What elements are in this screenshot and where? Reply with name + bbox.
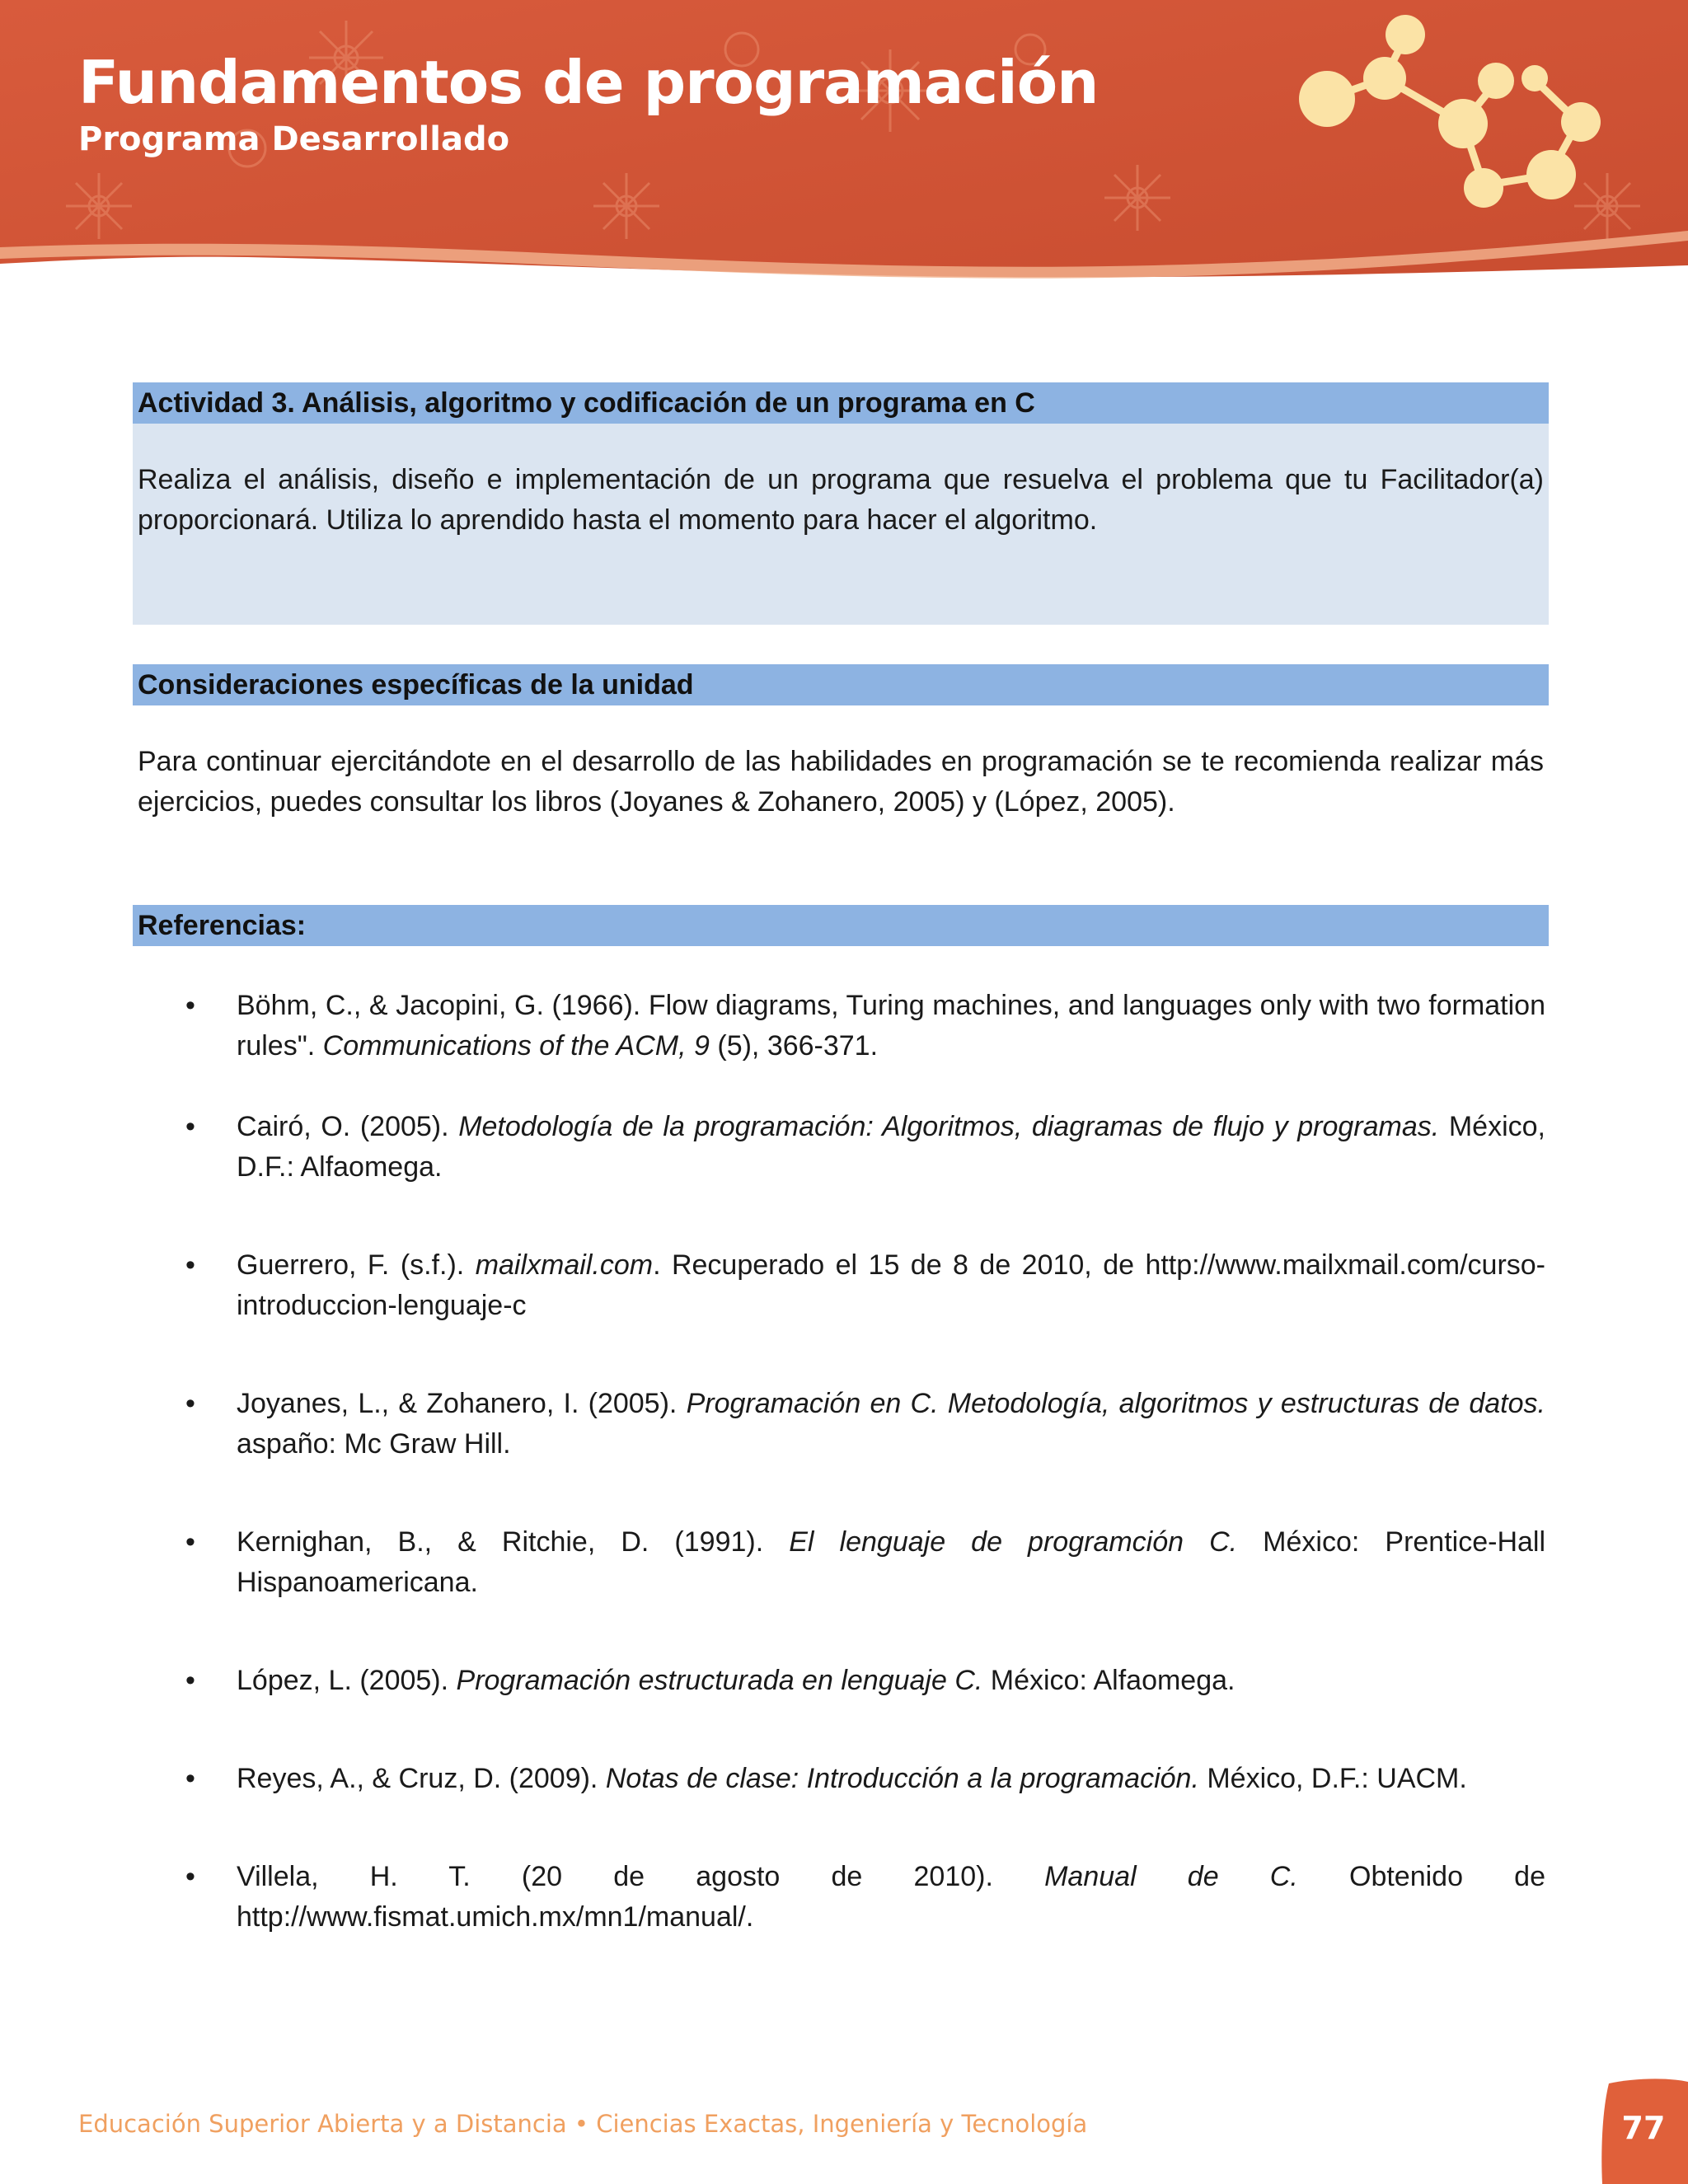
bullet-icon: •	[185, 1665, 195, 1696]
references-heading: Referencias:	[133, 905, 1549, 946]
bullet-icon: •	[185, 1249, 195, 1281]
reference-item: • Guerrero, F. (s.f.). mailxmail.com. Recuperado el 15 de 8 de 2010, de http://www.mailxmail.com/curso-introduccion-lenguaje-c	[133, 1245, 1549, 1326]
bullet-icon: •	[185, 1861, 195, 1892]
page-number: 77	[1621, 2110, 1666, 2146]
considerations-body	[133, 705, 1549, 823]
bullet-icon: •	[185, 990, 195, 1021]
activity-heading: Actividad 3. Análisis, algoritmo y codificación de un programa en C	[133, 382, 1549, 424]
considerations-text: Para continuar ejercitándote en el desarrollo de las habilidades en programación se te recomienda realizar más ejercicios, puedes consultar los libros (Joyanes & Zohanero, 2005) y (López, 2005).	[138, 746, 1544, 818]
bullet-icon: •	[185, 1526, 195, 1558]
activity-body-box	[133, 424, 1549, 625]
references-list	[133, 986, 1549, 1938]
footer-text: Educación Superior Abierta y a Distancia • Ciencias Exactas, Ingeniería y Tecnología	[78, 2110, 1088, 2138]
bullet-icon: •	[185, 1388, 195, 1419]
document-title: Fundamentos de programación	[78, 48, 1099, 117]
reference-item: • Joyanes, L., & Zohanero, I. (2005). Programación en C. Metodología, algoritmos y estructuras de datos. aspaño: Mc Graw Hill.	[133, 1384, 1549, 1465]
document-subtitle: Programa Desarrollado	[78, 120, 510, 158]
bullet-icon: •	[185, 1111, 195, 1142]
spacer	[133, 625, 1549, 664]
reference-item: • Cairó, O. (2005). Metodología de la programación: Algoritmos, diagramas de flujo y programas. México, D.F.: Alfaomega.	[133, 1107, 1549, 1188]
bullet-icon: •	[185, 1763, 195, 1794]
considerations-heading: Consideraciones específicas de la unidad	[133, 664, 1549, 705]
spacer	[133, 823, 1549, 905]
reference-item: • Villela, H. T. (20 de agosto de 2010). Manual de C. Obtenido de http://www.fismat.umich.mx/mn1/manual/.	[133, 1857, 1549, 1938]
reference-item: • López, L. (2005). Programación estructurada en lenguaje C. México: Alfaomega.	[133, 1661, 1549, 1701]
reference-item: • Kernighan, B., & Ritchie, D. (1991). El lenguaje de programción C. México: Prentice-Hall Hispanoamericana.	[133, 1522, 1549, 1603]
header-banner	[0, 0, 1688, 297]
reference-item: • Böhm, C., & Jacopini, G. (1966). Flow diagrams, Turing machines, and languages only with two formation rules". Communications of the ACM, 9 (5), 366-371.	[133, 986, 1549, 1066]
main-content	[133, 382, 1549, 1938]
reference-item: • Reyes, A., & Cruz, D. (2009). Notas de clase: Introducción a la programación. México, D.F.: UACM.	[133, 1759, 1549, 1799]
activity-text: Realiza el análisis, diseño e implementación de un programa que resuelva el problema que tu Facilitador(a) proporcionará. Utiliza lo aprendido hasta el momento para hacer el algoritmo.	[138, 464, 1544, 536]
